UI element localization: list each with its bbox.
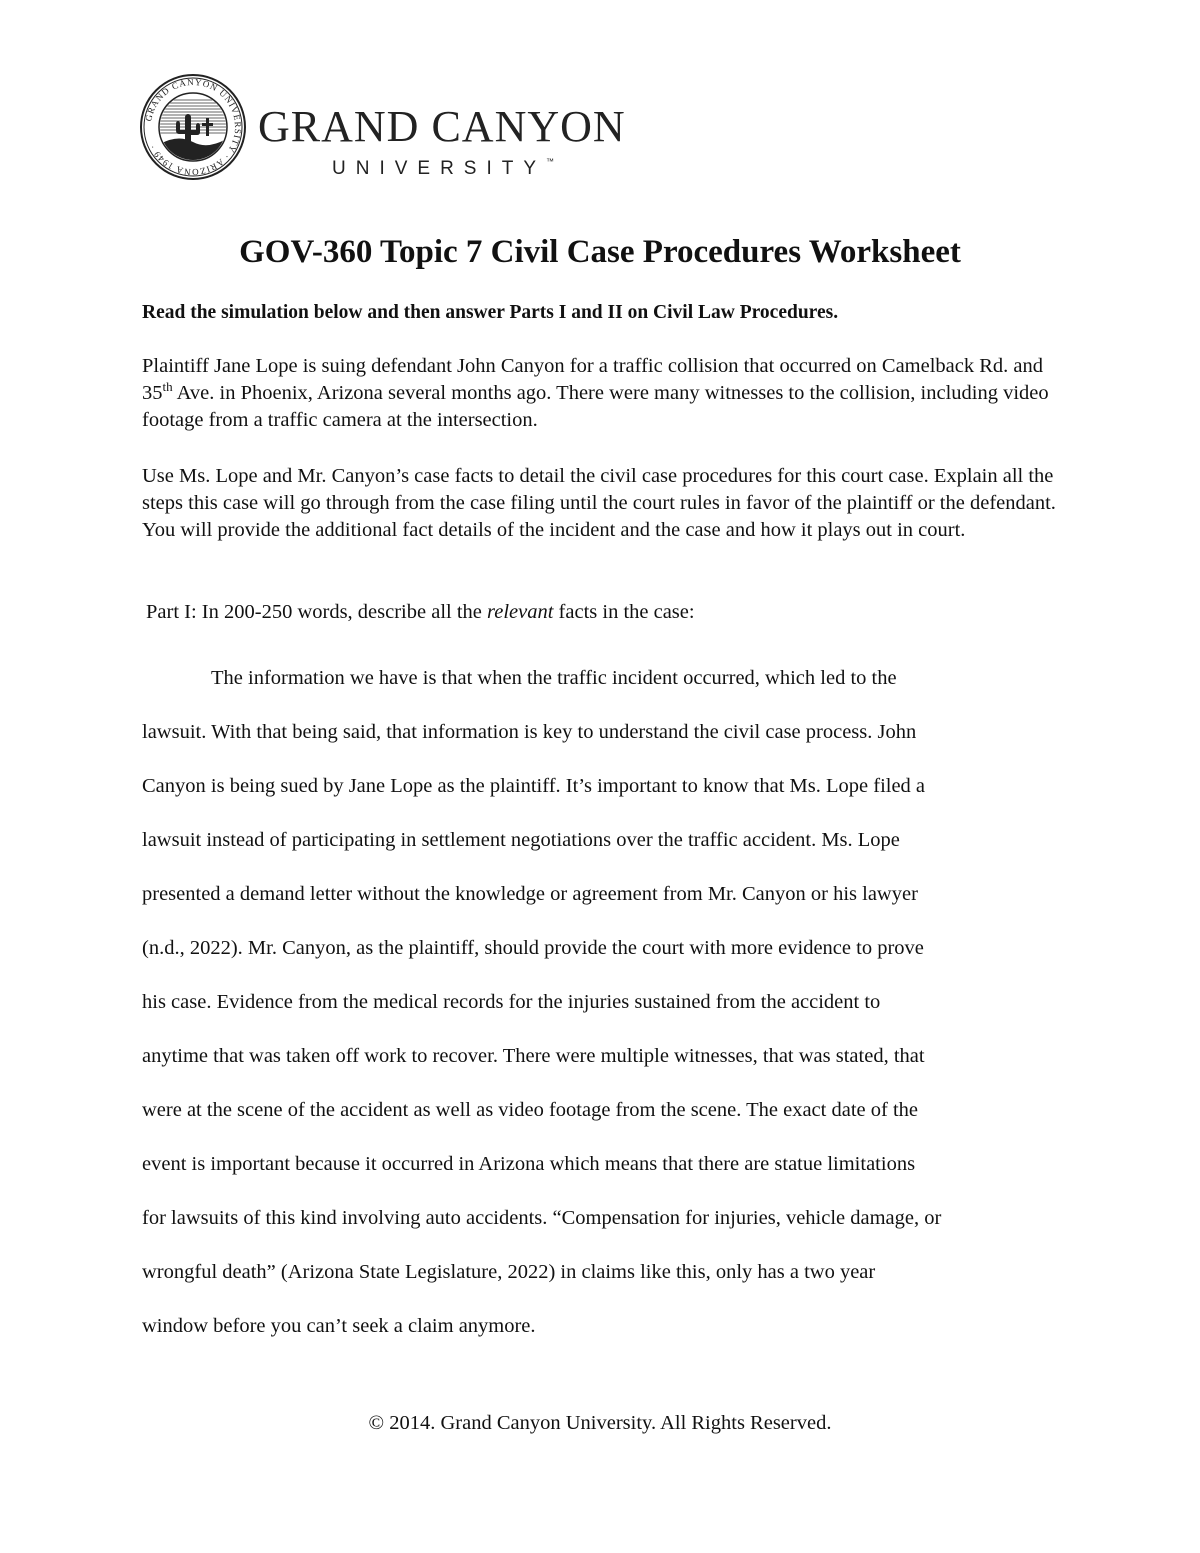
part-1-suffix: facts in the case: <box>553 601 695 623</box>
answer-line: window before you can’t seek a claim anymore. <box>142 1315 536 1337</box>
answer-line: (n.d., 2022). Mr. Canyon, as the plaintiff, should provide the court with more evidence to prove <box>142 937 924 959</box>
answer-line: were at the scene of the accident as well as video footage from the scene. The exact date of the <box>142 1099 918 1121</box>
scenario-p1-superscript: th <box>162 379 173 395</box>
part-1-emphasis: relevant <box>487 601 554 623</box>
answer-line: lawsuit instead of participating in settlement negotiations over the traffic accident. Ms. Lope <box>142 829 900 851</box>
answer-line: lawsuit. With that being said, that information is key to understand the civil case process. John <box>142 721 917 743</box>
answer-line: event is important because it occurred in Arizona which means that there are statue limitations <box>142 1153 916 1175</box>
answer-line: anytime that was taken off work to recover. There were multiple witnesses, that was stated, that <box>142 1045 925 1067</box>
part-1-answer <box>142 651 1072 1353</box>
answer-line: for lawsuits of this kind involving auto accidents. “Compensation for injuries, vehicle damage, or <box>142 1207 942 1229</box>
scenario-p1-text-b: Ave. in Phoenix, Arizona several months ago. There were many witnesses to the collision, including video footage from a traffic camera at the intersection. <box>142 382 1049 431</box>
part-1-prompt <box>146 599 1076 626</box>
logo-line-1: GRAND CANYON <box>258 102 626 151</box>
answer-line: presented a demand letter without the knowledge or agreement from Mr. Canyon or his lawyer <box>142 883 918 905</box>
scenario-paragraph-2: Use Ms. Lope and Mr. Canyon’s case facts to detail the civil case procedures for this court case. Explain all the steps this case will go through from the case filing until the court rules in favor of the plaintiff or the defendant. You will provide the additional fact details of the incident and the case and how it plays out in court. <box>142 465 1056 541</box>
part-1-prefix: Part I: In 200-250 words, describe all the <box>146 601 488 623</box>
logo-line-2-text: UNIVERSITY <box>332 158 547 179</box>
answer-line: Canyon is being sued by Jane Lope as the plaintiff. It’s important to know that Ms. Lope filed a <box>142 775 926 797</box>
copyright-footer: © 2014. Grand Canyon University. All Rights Reserved. <box>368 1412 832 1434</box>
instructions: Read the simulation below and then answer Parts I and II on Civil Law Procedures. <box>142 302 839 323</box>
university-wordmark <box>258 104 628 181</box>
answer-line: wrongful death” (Arizona State Legislature, 2022) in claims like this, only has a two year <box>142 1261 876 1283</box>
scenario-p1-text-a: Plaintiff Jane Lope is suing defendant John Canyon for a traffic collision that occurred on Camelback Rd. and 35 <box>142 355 1044 404</box>
logo-line-2 <box>332 150 628 181</box>
university-seal-icon <box>138 72 248 182</box>
trademark-symbol: ™ <box>546 157 555 166</box>
svg-text:GRAND CANYON UNIVERSITY · ARIZ: GRAND CANYON UNIVERSITY · ARIZONA 1949 · <box>143 76 244 178</box>
answer-line: his case. Evidence from the medical records for the injuries sustained from the accident to <box>142 991 881 1013</box>
answer-line: The information we have is that when the traffic incident occurred, which led to the <box>211 667 897 689</box>
scenario-paragraph-1 <box>142 353 1072 434</box>
university-logo <box>138 72 628 182</box>
page-title: GOV-360 Topic 7 Civil Case Procedures Worksheet <box>239 234 961 270</box>
